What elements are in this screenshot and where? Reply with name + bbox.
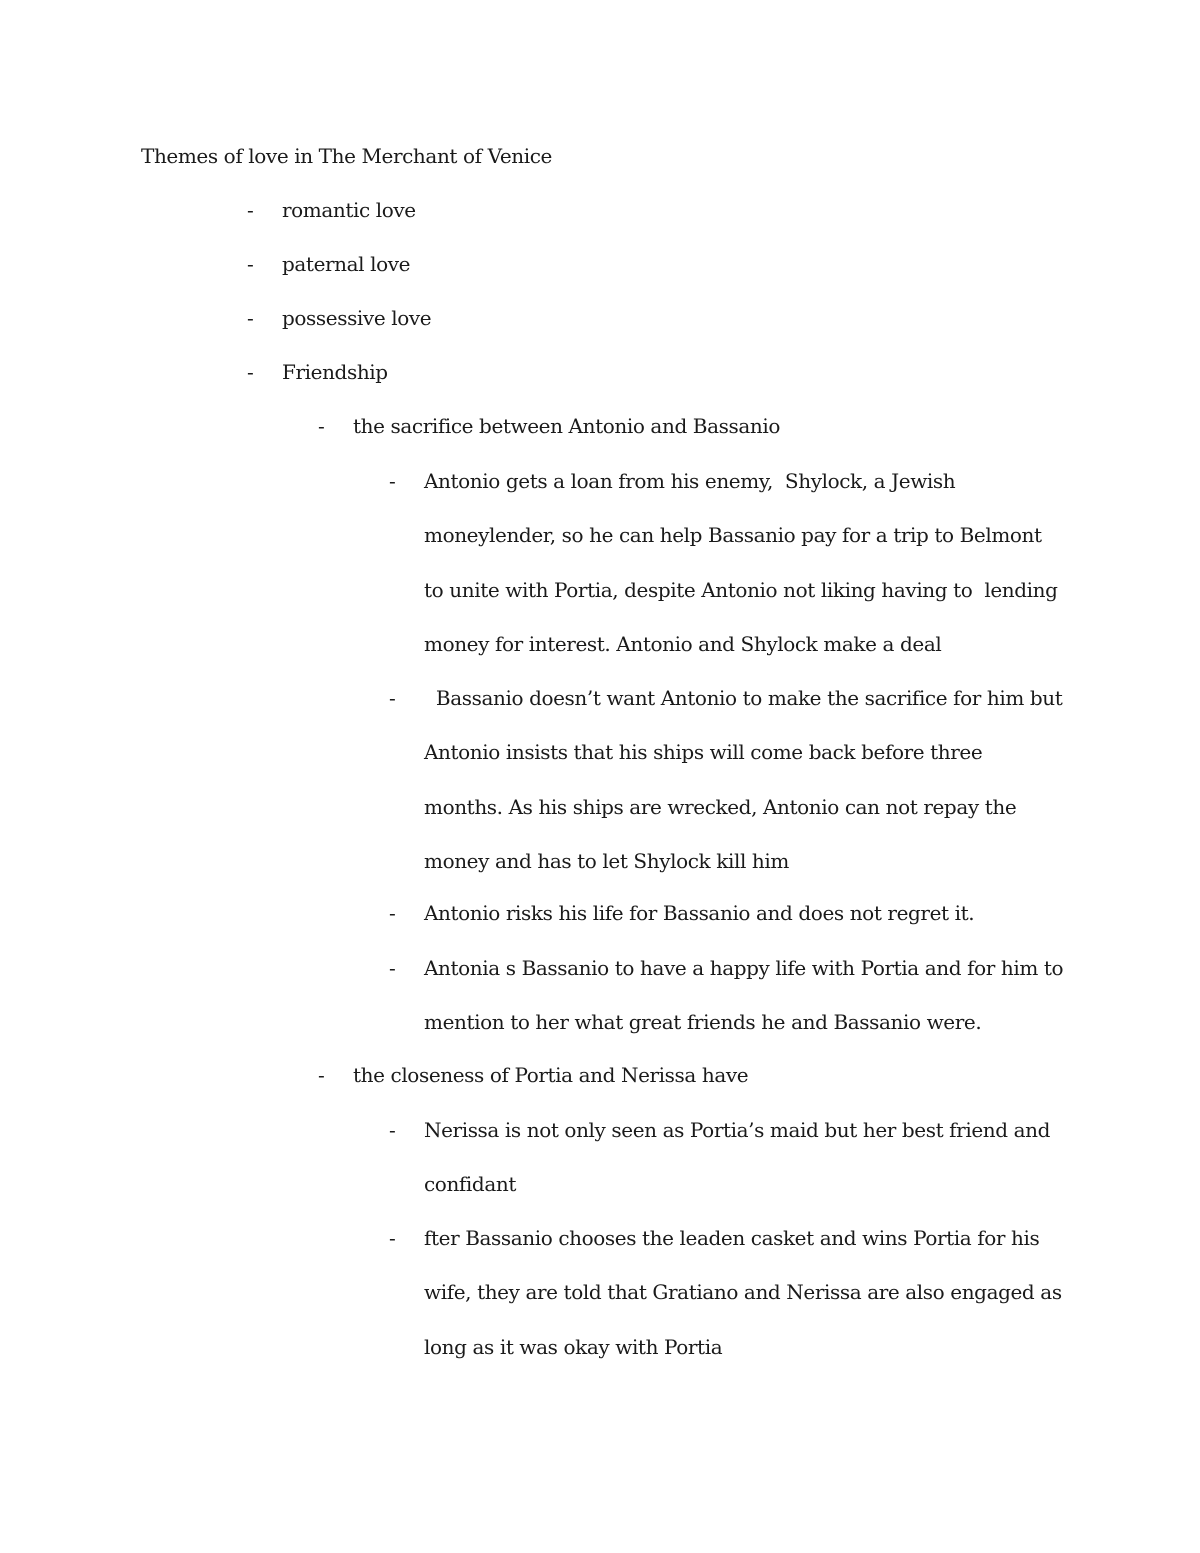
detail-item bbox=[389, 671, 1069, 888]
theme-item-possessive bbox=[247, 291, 567, 345]
bullet-dash: - bbox=[389, 686, 396, 710]
detail-item bbox=[389, 454, 1069, 671]
detail-item bbox=[389, 886, 1069, 940]
detail-item bbox=[389, 1103, 1069, 1212]
theme-label: Friendship bbox=[282, 360, 388, 384]
document-title: Themes of love in The Merchant of Venice bbox=[141, 144, 552, 168]
detail-text: Antonio gets a loan from his enemy, Shylock, a Jewish moneylender, so he can help Bassanio pay for a trip to Belmont to unite with Portia, despite Antonio not liking having to lending money for interest. Antonio and Shylock make a deal bbox=[424, 469, 1064, 656]
subtheme-label: the closeness of Portia and Nerissa have bbox=[353, 1063, 749, 1087]
bullet-dash: - bbox=[318, 414, 325, 438]
detail-item bbox=[389, 941, 1069, 1050]
detail-text: Nerissa is not only seen as Portia’s maid but her best friend and confidant bbox=[424, 1118, 1056, 1197]
theme-item-paternal bbox=[247, 237, 567, 291]
detail-text: Antonio risks his life for Bassanio and does not regret it. bbox=[424, 901, 975, 925]
subtheme-sacrifice bbox=[318, 399, 838, 453]
theme-item-romantic bbox=[247, 183, 567, 237]
theme-label: paternal love bbox=[282, 252, 411, 276]
subtheme-label: the sacrifice between Antonio and Bassanio bbox=[353, 414, 780, 438]
bullet-dash: - bbox=[389, 956, 396, 980]
detail-text: Antonia s Bassanio to have a happy life with Portia and for him to mention to her what great friends he and Bassanio were. bbox=[424, 956, 1070, 1035]
subtheme-closeness bbox=[318, 1048, 838, 1102]
bullet-dash: - bbox=[247, 360, 254, 384]
theme-item-friendship bbox=[247, 345, 567, 399]
bullet-dash: - bbox=[389, 1226, 396, 1250]
detail-text: fter Bassanio chooses the leaden casket and wins Portia for his wife, they are told that Gratiano and Nerissa are also engaged as long as it was okay with Portia bbox=[424, 1226, 1068, 1359]
detail-text: Bassanio doesn’t want Antonio to make the sacrifice for him but Antonio insists that his ships will come back before three months. As his ships are wrecked, Antonio can not repay the money and has to let Shylock kill him bbox=[424, 686, 1069, 873]
bullet-dash: - bbox=[247, 252, 254, 276]
bullet-dash: - bbox=[247, 198, 254, 222]
bullet-dash: - bbox=[389, 469, 396, 493]
bullet-dash: - bbox=[318, 1063, 325, 1087]
detail-item bbox=[389, 1211, 1069, 1374]
bullet-dash: - bbox=[389, 1118, 396, 1142]
theme-label: romantic love bbox=[282, 198, 416, 222]
theme-label: possessive love bbox=[282, 306, 432, 330]
bullet-dash: - bbox=[389, 901, 396, 925]
bullet-dash: - bbox=[247, 306, 254, 330]
